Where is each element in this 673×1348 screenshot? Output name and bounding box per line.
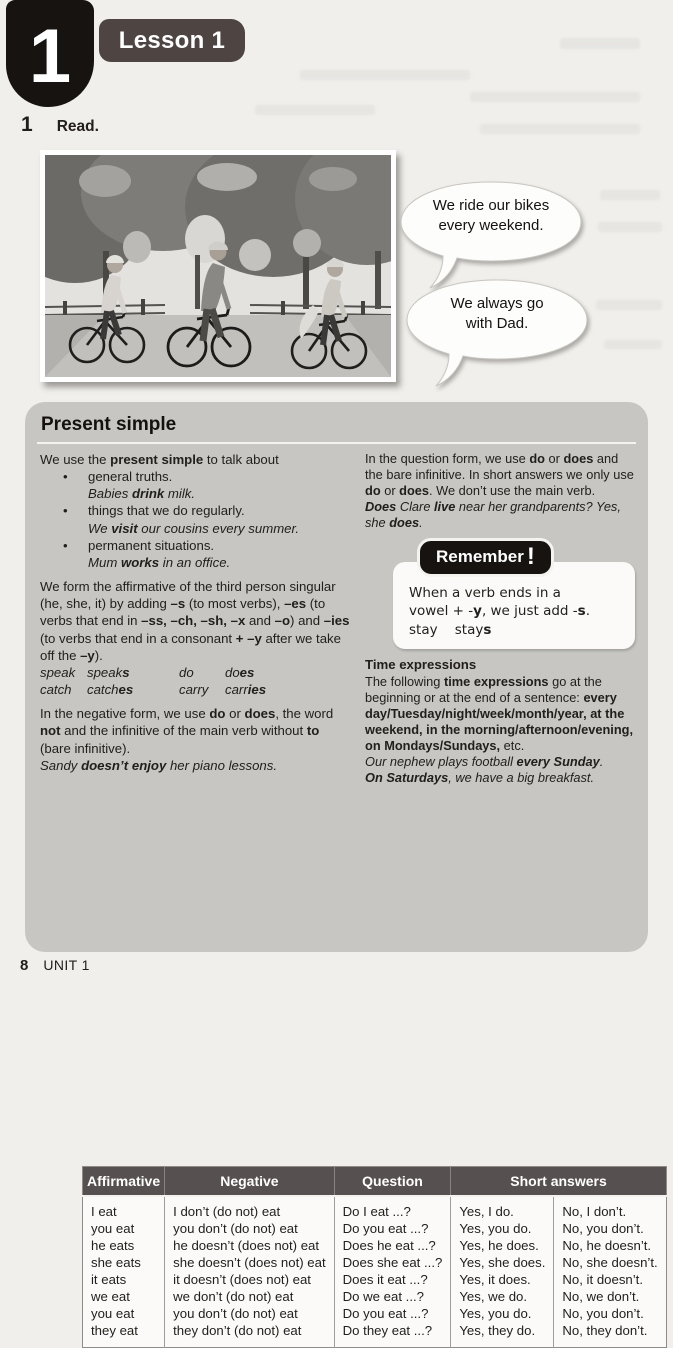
table-cell: I don’t (do not) eat xyxy=(165,1196,335,1220)
conjugation-table xyxy=(82,1166,667,1348)
grammar-left-column xyxy=(40,451,352,786)
table-cell: it doesn’t (does not) eat xyxy=(165,1271,335,1288)
table-cell: Yes, they do. xyxy=(451,1322,554,1348)
table-cell: Does she eat ...? xyxy=(334,1254,451,1271)
usage-intro: We use the present simple to talk about xyxy=(40,452,279,467)
table-cell: Does he eat ...? xyxy=(334,1237,451,1254)
table-cell: he eats xyxy=(83,1237,165,1254)
table-cell: Do you eat ...? xyxy=(334,1220,451,1237)
table-cell: No, he doesn’t. xyxy=(562,1238,652,1253)
table-cell: she doesn’t (does not) eat xyxy=(165,1254,335,1271)
table-cell: No, you don’t. xyxy=(562,1221,644,1236)
page-number: 8 xyxy=(20,957,29,974)
table-cell: Yes, it does. xyxy=(451,1271,554,1288)
page-bleed-through xyxy=(255,105,375,115)
usage-head: • things that we do regularly. xyxy=(88,503,245,519)
table-cell: Yes, you do. xyxy=(451,1220,554,1237)
lesson-tab xyxy=(99,19,245,62)
table-cell: you don’t (do not) eat xyxy=(165,1220,335,1237)
speech-bubble-2 xyxy=(402,278,592,396)
unit-number-badge xyxy=(6,0,94,107)
usage-list xyxy=(40,468,352,571)
table-cell: Yes, I do. xyxy=(451,1196,554,1220)
table-cell: Do we eat ...? xyxy=(334,1288,451,1305)
usage-head: • permanent situations. xyxy=(88,537,215,553)
grammar-columns xyxy=(40,451,635,786)
unit-label: UNIT 1 xyxy=(43,957,90,973)
question-example: Does Clare live near her grandparents? Yes, she does. xyxy=(365,498,621,530)
page-bleed-through xyxy=(600,190,660,200)
table-cell: Do I eat ...? xyxy=(334,1196,451,1220)
page-footer xyxy=(20,957,90,974)
conjugation-table-body xyxy=(83,1196,667,1348)
table-row xyxy=(83,1305,667,1322)
speech-bubble-text: We always go with Dad. xyxy=(450,295,544,332)
table-cell: No, we don’t. xyxy=(562,1289,640,1304)
page-bleed-through xyxy=(560,38,640,49)
grammar-right-column xyxy=(365,451,635,786)
usage-example: Mum works in an office. xyxy=(88,554,231,570)
verb-examples-grid: speak speaks do does catch catches carry carries xyxy=(40,664,267,698)
table-cell: No, you don’t. xyxy=(562,1306,644,1321)
speech-bubble-text: We ride our bikes every weekend. xyxy=(432,197,550,234)
table-cell: Yes, he does. xyxy=(451,1237,554,1254)
table-row xyxy=(83,1254,667,1271)
negative-rule: In the negative form, we use do or does, the word not and the infinitive of the main verb without to (bare infinitive). xyxy=(40,706,334,756)
photo-family-cycling xyxy=(40,150,396,382)
exercise-instruction: Read. xyxy=(56,118,99,135)
header-question: Question xyxy=(334,1167,451,1197)
table-cell: he doesn’t (does not) eat xyxy=(165,1237,335,1254)
time-expressions-example-1: Our nephew plays football every Sunday. xyxy=(365,754,604,770)
lesson-tab-label: Lesson 1 xyxy=(118,26,226,54)
page-bleed-through xyxy=(604,340,662,349)
table-cell: Do you eat ...? xyxy=(334,1305,451,1322)
page-bleed-through xyxy=(300,70,470,80)
header-short-answers: Short answers xyxy=(451,1167,666,1197)
table-cell: Yes, we do. xyxy=(451,1288,554,1305)
table-cell: No, they don’t. xyxy=(562,1323,648,1338)
table-row xyxy=(83,1288,667,1305)
table-cell: they don’t (do not) eat xyxy=(165,1322,335,1348)
table-cell: I eat xyxy=(83,1196,165,1220)
page-bleed-through xyxy=(598,222,662,232)
page-bleed-through xyxy=(596,300,662,310)
table-cell: Yes, she does. xyxy=(451,1254,554,1271)
usage-item xyxy=(40,537,352,571)
table-cell: Yes, you do. xyxy=(451,1305,554,1322)
table-row xyxy=(83,1271,667,1288)
table-row xyxy=(83,1237,667,1254)
time-expressions-heading: Time expressions xyxy=(365,656,477,672)
table-cell: Do they eat ...? xyxy=(334,1322,451,1348)
title-underline xyxy=(37,442,636,444)
table-cell: No, she doesn’t. xyxy=(562,1255,658,1270)
table-row xyxy=(83,1322,667,1348)
usage-item xyxy=(40,502,352,536)
usage-example: We visit our cousins every summer. xyxy=(88,520,300,536)
table-row xyxy=(83,1196,667,1220)
photo-illustration xyxy=(45,155,391,377)
grammar-box-title: Present simple xyxy=(41,414,177,435)
usage-head: • general truths. xyxy=(88,469,173,485)
table-cell: we don’t (do not) eat xyxy=(165,1288,335,1305)
time-expressions-example-2: On Saturdays, we have a big breakfast. xyxy=(365,770,595,786)
table-row xyxy=(83,1220,667,1237)
negative-example: Sandy doesn’t enjoy her piano lessons. xyxy=(40,757,278,773)
page-bleed-through xyxy=(480,124,640,134)
remember-box xyxy=(393,538,635,649)
conjugation-table-header xyxy=(83,1167,667,1197)
unit-number: 1 xyxy=(28,13,72,99)
table-cell: Does it eat ...? xyxy=(334,1271,451,1288)
table-cell: No, it doesn’t. xyxy=(562,1272,644,1287)
table-cell: we eat xyxy=(83,1288,165,1305)
third-person-rule: We form the affirmative of the third person singular (he, she, it) by adding –s (to most verbs), –es (to verbs that end in –ss, –ch, –sh, –x and –o) and –ies (to verbs that end in a consonant + –y after we take off the –y). xyxy=(40,579,350,663)
exercise-heading xyxy=(21,113,99,137)
time-expressions-rule: The following time expressions go at the beginning or at the end of a sentence: every day/Tuesday/night/week/month/year, at the weekend, in the morning/afternoon/evening, on Mondays/Sundays, etc. xyxy=(365,674,634,754)
table-cell: it eats xyxy=(83,1271,165,1288)
page-bleed-through xyxy=(470,92,640,102)
header-negative: Negative xyxy=(165,1167,335,1197)
table-cell: you eat xyxy=(83,1305,165,1322)
usage-example: Babies drink milk. xyxy=(88,486,196,502)
usage-item xyxy=(40,468,352,502)
header-affirmative: Affirmative xyxy=(83,1167,165,1197)
remember-badge: Remember ! xyxy=(417,538,554,577)
table-cell: you don’t (do not) eat xyxy=(165,1305,335,1322)
table-cell: No, I don’t. xyxy=(562,1204,627,1219)
table-cell: she eats xyxy=(83,1254,165,1271)
table-cell: they eat xyxy=(83,1322,165,1348)
exercise-number: 1 xyxy=(21,113,33,136)
remember-card: When a verb ends in a vowel + -y, we just add -s. stay stays xyxy=(393,562,635,649)
question-rule: In the question form, we use do or does and the bare infinitive. In short answers we only use do or does. We don’t use the main verb. xyxy=(365,451,634,498)
table-cell: you eat xyxy=(83,1220,165,1237)
